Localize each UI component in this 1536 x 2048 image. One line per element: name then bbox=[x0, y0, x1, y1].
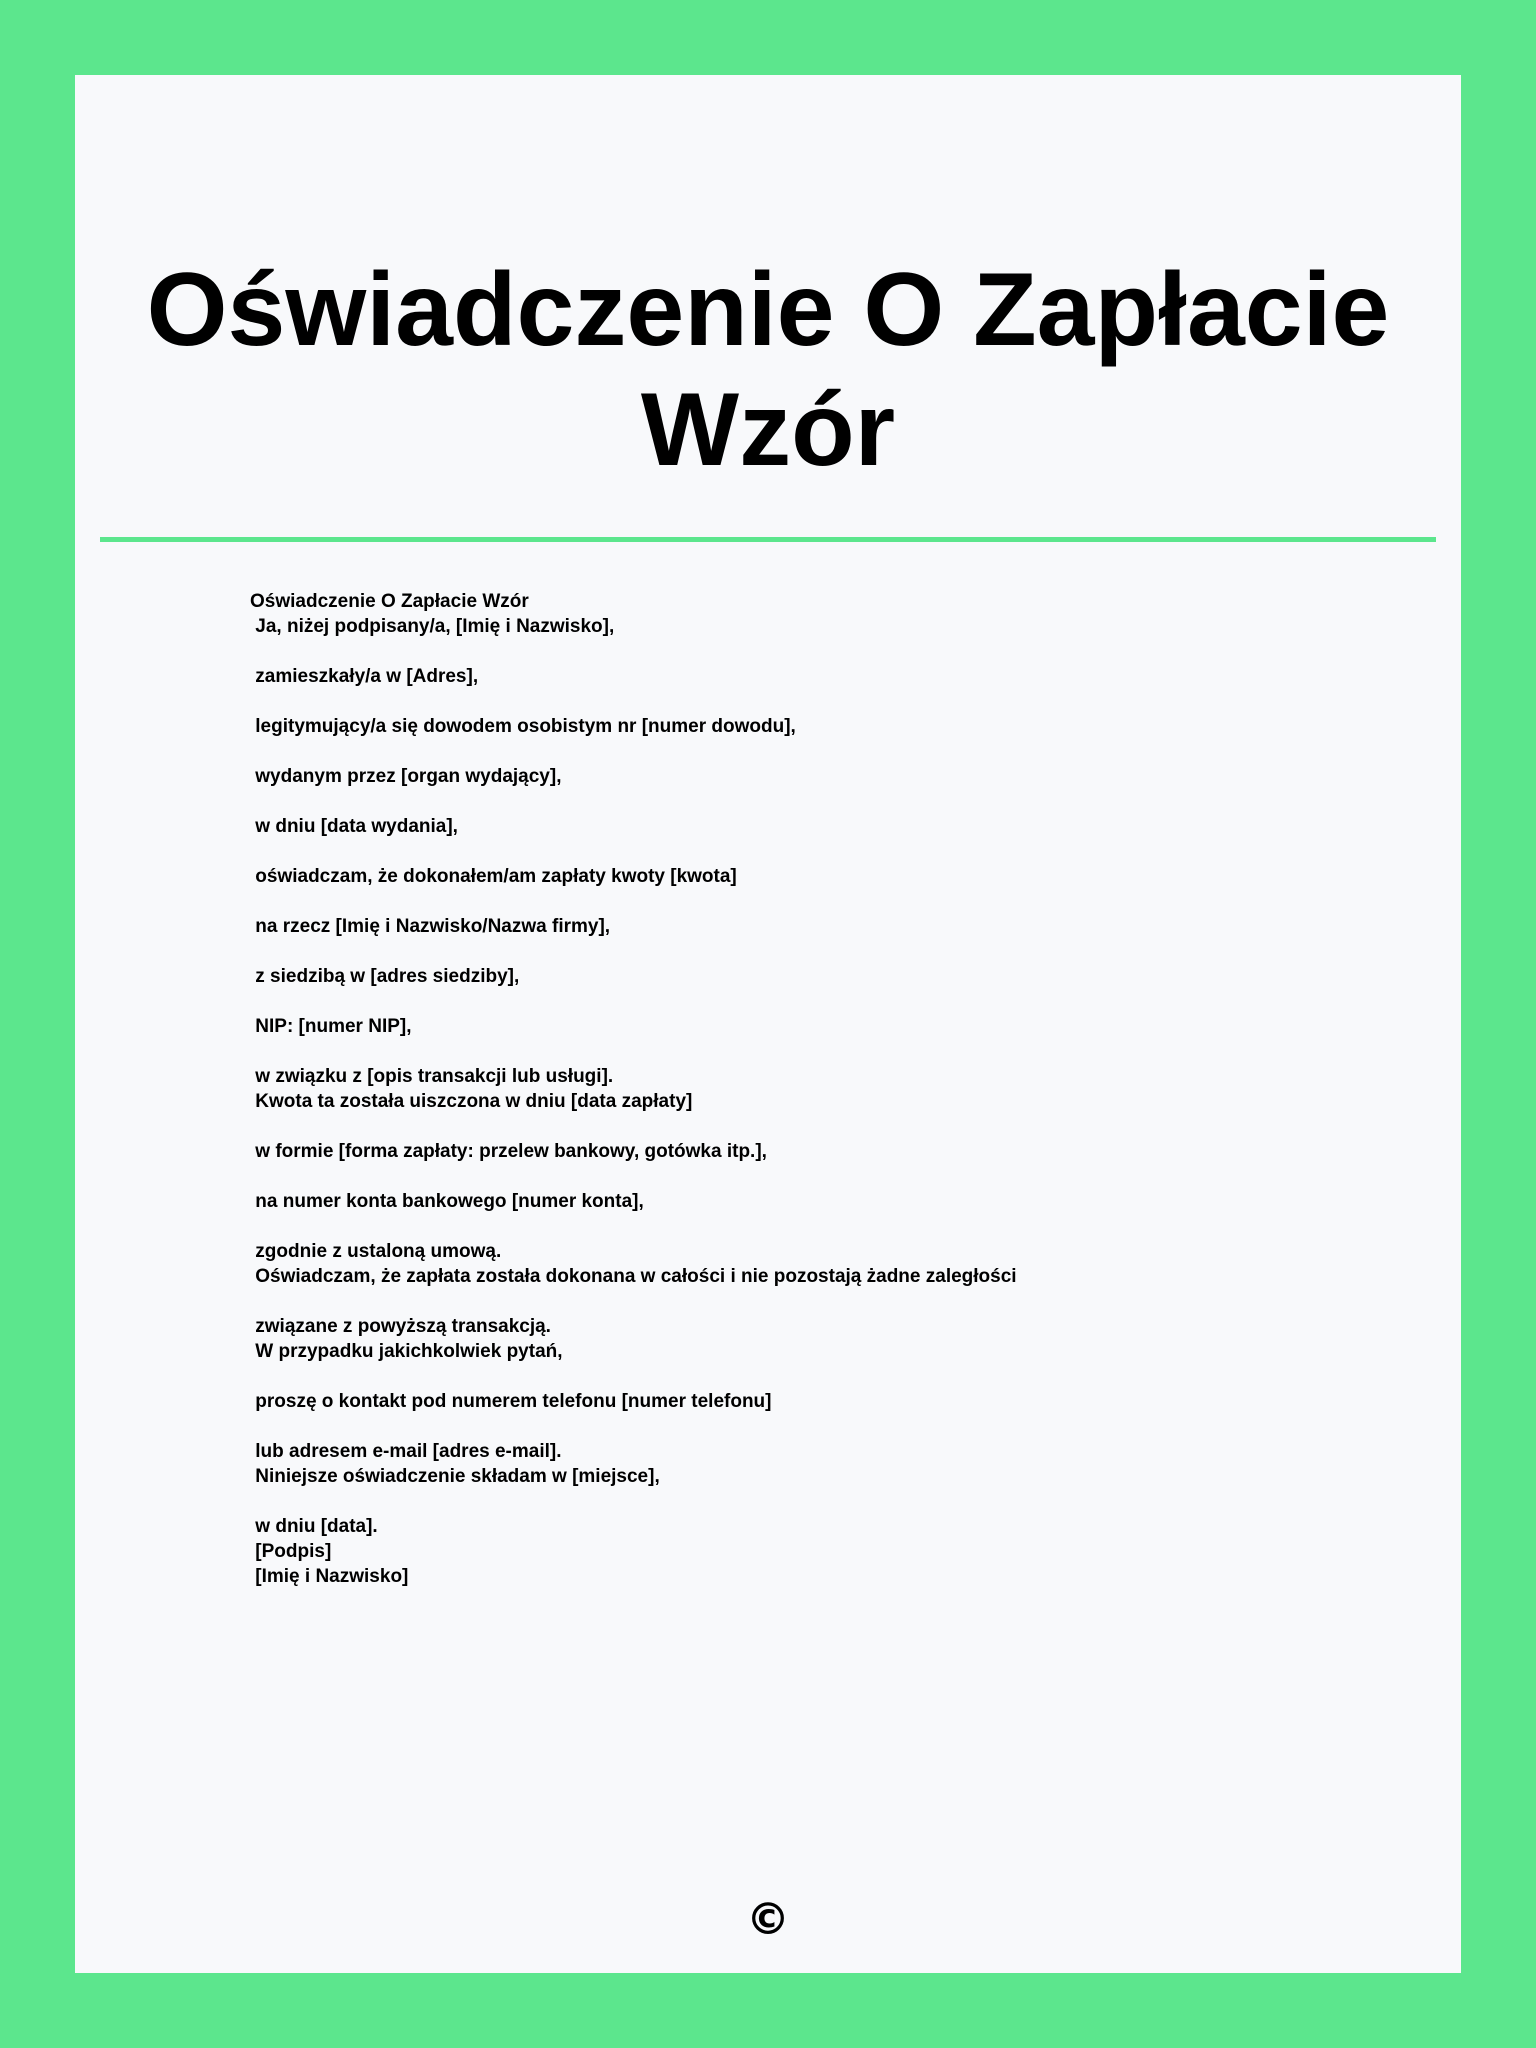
copyright-icon: © bbox=[746, 1894, 790, 1945]
title-divider bbox=[100, 537, 1436, 542]
document-page bbox=[75, 75, 1461, 1973]
document-body: Oświadczenie O Zapłacie Wzór Ja, niżej podpisany/a, [Imię i Nazwisko], zamieszkały/a w [Adres], legitymujący/a się dowodem osobistym nr [numer dowodu], wydanym przez [organ wydający], w dniu [data wydania], oświadczam, że dokonałem/am zapłaty kwoty [kwota] na rzecz [Imię i Nazwisko/Nazwa firmy], z siedzibą w [adres siedziby], NIP: [numer NIP], w związku z [opis transakcji lub usługi]. Kwota ta została uiszczona w dniu [data zapłaty] w formie [forma zapłaty: przelew bankowy, gotówka itp.], na numer konta bankowego [numer konta], zgodnie z ustaloną umową. Oświadczam, że zapłata została dokonana w całości i nie pozostają żadne zaległości związane z powyższą transakcją. W przypadku jakichkolwiek pytań, proszę o kontakt pod numerem telefonu [numer telefonu] lub adresem e-mail [adres e-mail]. Niniejsze oświadczenie składam w [miejsce], w dniu [data]. [Podpis] [Imię i Nazwisko] bbox=[250, 591, 1017, 1587]
page-title: Oświadczenie O Zapłacie Wzór bbox=[146, 252, 1390, 488]
